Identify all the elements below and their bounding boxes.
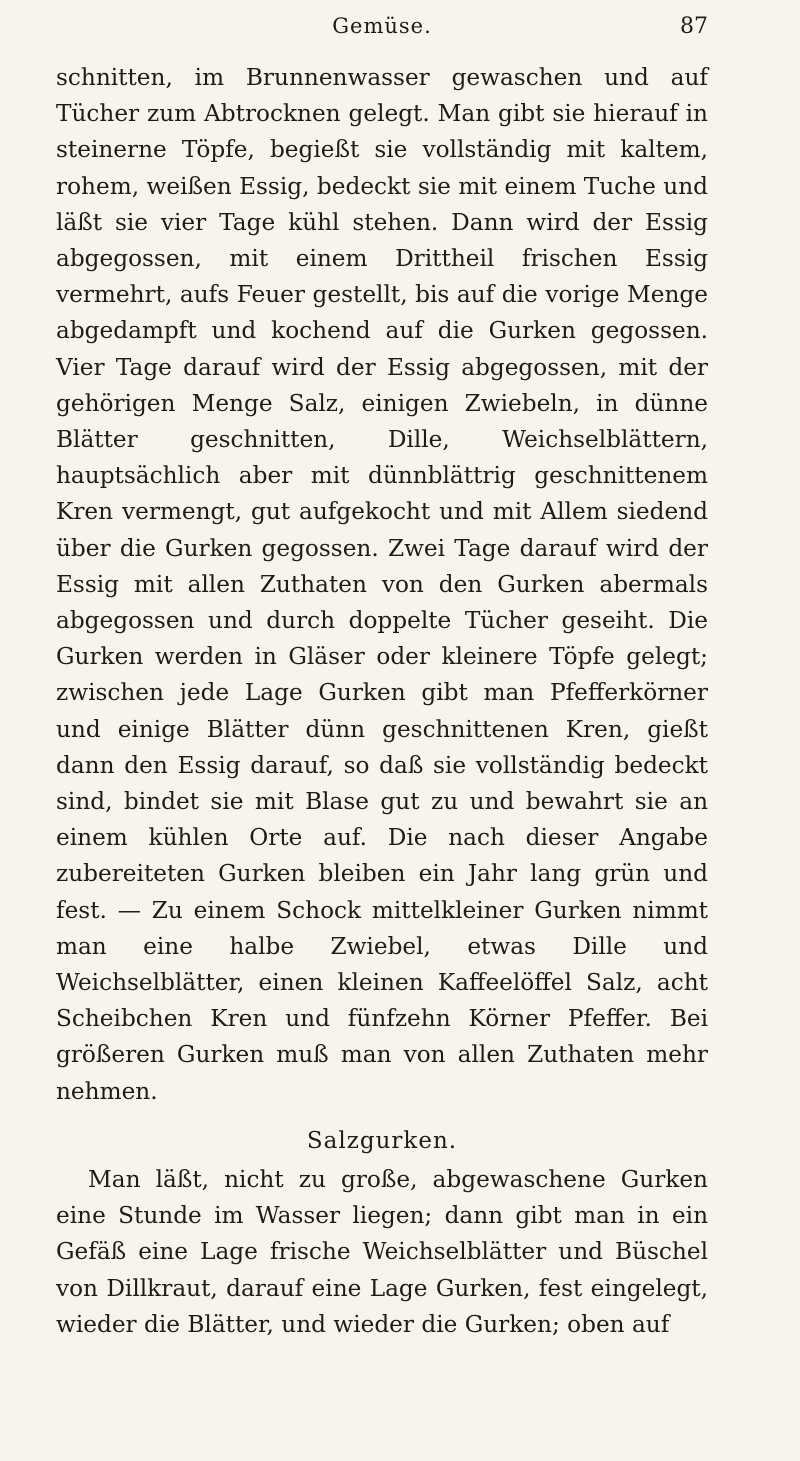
running-title: Gemüse. (332, 14, 432, 38)
page-header (56, 14, 708, 50)
page-number: 87 (680, 14, 708, 39)
section-title-salzgurken: Salzgurken. (306, 1127, 458, 1154)
paragraph-salzgurken: Man läßt, nicht zu große, abgewaschene Gurken eine Stunde im Wasser liegen; dann gibt man in ein Gefäß eine Lage frische Weichselblätter und Büschel von Dillkraut, darauf eine Lage Gurken, fest eingelegt, wieder die Blätter, und wieder die Gurken; oben auf (56, 1165, 708, 1338)
paragraph-pickled-gurken: schnitten, im Brunnenwasser gewaschen und auf Tücher zum Abtrocknen gelegt. Man gibt sie hierauf in steinerne Töpfe, begießt sie vollständig mit kaltem, rohem, weißen Essig, bedeckt sie mit einem Tuche und läßt sie vier Tage kühl stehen. Dann wird der Essig abgegossen, mit einem Drittheil frischen Essig vermehrt, aufs Feuer gestellt, bis auf die vorige Menge abgedampft und kochend auf die Gurken gegossen. Vier Tage darauf wird der Essig abgegossen, mit der gehörigen Menge Salz, einigen Zwiebeln, in dünne Blätter geschnitten, Dille, Weichselblättern, hauptsächlich aber mit dünnblättrig geschnittenem Kren vermengt, gut aufgekocht und mit Allem siedend über die Gurken gegossen. Zwei Tage darauf wird der Essig mit allen Zuthaten von den Gurken abermals abgegossen und durch doppelte Tücher geseiht. Die Gurken werden in Gläser oder kleinere Töpfe gelegt; zwischen jede Lage Gurken gibt man Pfefferkörner und einige Blätter dünn geschnittenen Kren, gießt dann den Essig darauf, so daß sie vollständig bedeckt sind, bindet sie mit Blase gut zu und bewahrt sie an einem kühlen Orte auf. Die nach dieser Angabe zubereiteten Gurken bleiben ein Jahr lang grün und fest. — Zu einem Schock mittelkleiner Gurken nimmt man eine halbe Zwiebel, etwas Dille und Weichselblätter, einen kleinen Kaffeelöffel Salz, acht Scheibchen Kren und fünfzehn Körner Pfeffer. Bei größeren Gurken muß man von allen Zuthaten mehr nehmen. (56, 64, 708, 1105)
